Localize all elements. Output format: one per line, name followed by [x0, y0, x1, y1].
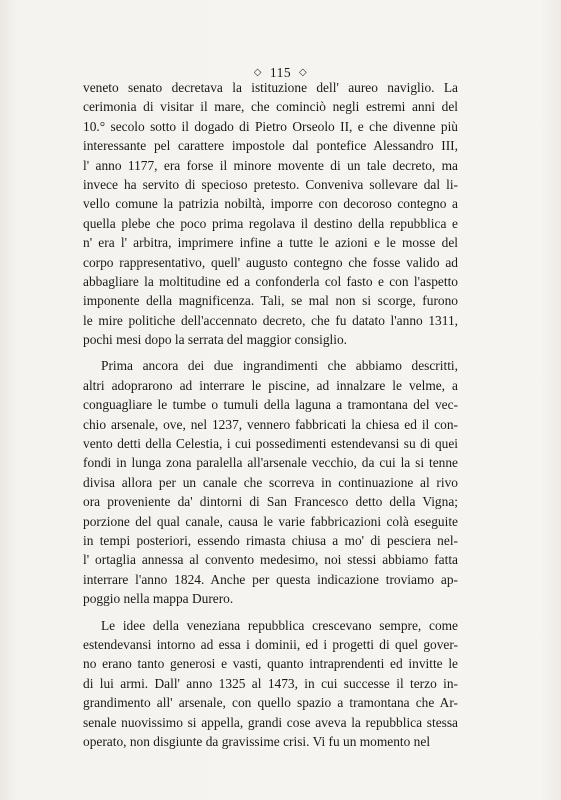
text-line: abbagliare la moltitudine ed a confonderla col fasto e con l'aspetto [83, 273, 458, 289]
ornament-left-icon: ◇ [253, 67, 262, 79]
text-line: in tempi posteriori, essendo rimasta chiusa a mo' di pesciera nel- [83, 532, 458, 548]
text-line: le mire politiche dell'accennato decreto, che fu datato l'anno 1311, [83, 312, 458, 328]
text-line: vello comune la patrizia nobiltà, imporre con decoroso contegno a [83, 196, 458, 212]
text-line: Le idee della veneziana repubblica crescevano sempre, come [101, 617, 458, 633]
text-line: estendevansi intorno ad essa i dominii, ed i progetti di quel gover- [83, 636, 458, 652]
text-line: invece ha servito di specioso pretesto. Conveniva sollevare dal li- [83, 176, 458, 192]
paragraph [83, 78, 458, 349]
text-line: divisa allora per un canale che scorreva in continuazione al rivo [83, 474, 458, 490]
text-line: interrare l'anno 1824. Anche per questa indicazione troviamo ap- [83, 571, 458, 587]
text-line: no erano tanto generosi e vasti, quanto intraprendenti ed invitte le [83, 656, 458, 672]
text-line: corpo rappresentativo, quell' augusto contegno che fosse valido ad [83, 254, 458, 270]
text-line: veneto senato decretava la istituzione dell' aureo naviglio. La [83, 80, 458, 95]
text-line: 10.° secolo sotto il dogado di Pietro Orseolo II, e che divenne più [83, 118, 458, 134]
text-line: ora proveniente da' dintorni di San Francesco detto della Vigna; [83, 494, 458, 510]
text-line: porzione del qual canale, causa le varie fabbricazioni colà eseguite [83, 513, 458, 529]
text-line: quella plebe che poco prima regolava il destino della repubblica e [83, 215, 458, 231]
text-line: senale nuovissimo si appella, grandi cose aveva la repubblica stessa [83, 714, 458, 730]
paragraph-gap [83, 349, 458, 356]
page-number: 115 [269, 64, 292, 80]
text-line: cerimonia di visitar il mare, che cominciò negli estremi anni del [83, 99, 458, 115]
text-line: interessante pel carattere impostole dal pontefice Alessandro III, [83, 138, 458, 154]
text-line: operato, non disgiunte da gravissime crisi. Vi fu un momento nel [83, 733, 431, 749]
text-line: l' ortaglia annessa al convento medesimo, noi stessi abbiamo fatta [83, 552, 458, 568]
paragraph-gap [83, 609, 458, 616]
ornament-right-icon: ◇ [299, 67, 308, 79]
text-line: altri adoprarono ad interrare le piscine, ad innalzare le velme, a [83, 377, 458, 393]
text-line: imponente della magnificenza. Tali, se mal non si scorge, furono [83, 293, 458, 309]
text-line: pochi mesi dopo la serrata del maggior consiglio. [83, 332, 348, 348]
text-line: l' anno 1177, era forse il minore movente di un tale decreto, ma [83, 157, 458, 173]
text-line: fondi in lunga zona paralella all'arsenale vecchio, da cui la si tenne [83, 455, 458, 471]
text-line: di lui armi. Dall' anno 1325 al 1473, in cui successe il terzo in- [83, 675, 458, 691]
body-text [83, 78, 458, 751]
text-line: grandimento all' arsenale, con quello spazio a tramontana che Ar- [83, 695, 458, 711]
paragraph [83, 616, 458, 752]
paragraph [83, 356, 458, 608]
text-line: conguagliare le tumbe o tumuli della laguna a tramontana del vec- [83, 397, 458, 413]
text-line: Prima ancora dei due ingrandimenti che abbiamo descritti, [101, 358, 458, 374]
text-line: n' era l' arbitra, imprimere infine a tutte le azioni e le mosse del [83, 235, 458, 251]
text-line: poggio nella mappa Durero. [83, 591, 234, 607]
text-line: chio arsenale, ove, nel 1237, vennero fabbricati la chiesa ed il con- [83, 416, 458, 432]
text-line: vento detti della Celestia, i cui possedimenti estendevansi su di quei [83, 436, 458, 452]
